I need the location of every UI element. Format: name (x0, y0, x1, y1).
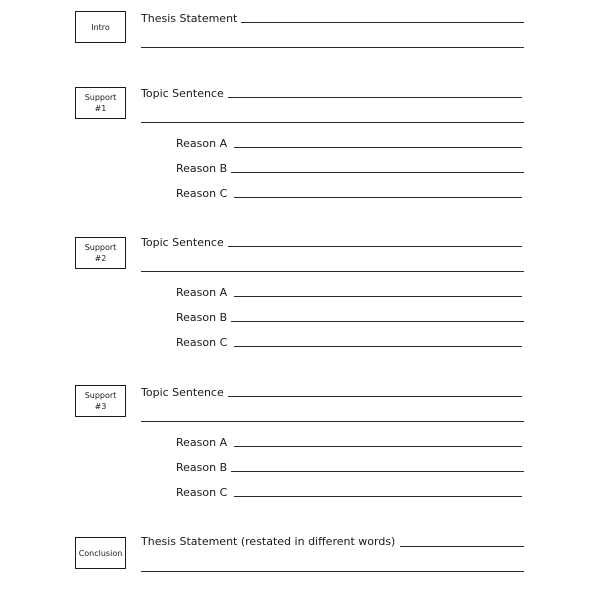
support-3-reason-a-blank-line[interactable] (234, 446, 522, 447)
support-2-box-label: Support (84, 243, 117, 252)
intro-thesis-label: Thesis Statement (141, 12, 241, 25)
support-3-box-label: Support (84, 391, 117, 400)
support-3-topic-blank-line[interactable] (228, 396, 522, 397)
support-1-box-label: Support (84, 93, 117, 102)
support-2-topic-blank-line-2[interactable] (141, 271, 524, 272)
support-1-box (75, 87, 126, 119)
intro-blank-line-2[interactable] (141, 47, 524, 48)
conclusion-blank-line-2[interactable] (141, 571, 524, 572)
support-2-topic-label: Topic Sentence (141, 236, 228, 249)
support-2-reason-c-blank-line[interactable] (234, 346, 522, 347)
conclusion-thesis-blank-line[interactable] (400, 546, 524, 547)
support-3-reason-a-label: Reason A (176, 436, 231, 449)
conclusion-box (75, 537, 126, 569)
support-3-topic-blank-line-2[interactable] (141, 421, 524, 422)
intro-box (75, 11, 126, 43)
support-3-reason-c-label: Reason C (176, 486, 231, 499)
support-3-reason-b-label: Reason B (176, 461, 231, 474)
support-2-reason-a-blank-line[interactable] (234, 296, 522, 297)
support-1-box-number: #1 (94, 104, 107, 113)
support-2-reason-b-label: Reason B (176, 311, 231, 324)
support-2-reason-b-blank-line[interactable] (231, 321, 524, 322)
support-1-reason-c-label: Reason C (176, 187, 231, 200)
support-1-reason-c-blank-line[interactable] (234, 197, 522, 198)
support-2-reason-c-label: Reason C (176, 336, 231, 349)
support-2-box (75, 237, 126, 269)
intro-thesis-blank-line[interactable] (240, 22, 524, 23)
support-1-reason-a-label: Reason A (176, 137, 231, 150)
support-2-topic-blank-line[interactable] (228, 246, 522, 247)
support-1-reason-b-blank-line[interactable] (231, 172, 524, 173)
support-1-topic-label: Topic Sentence (141, 87, 228, 100)
support-3-box (75, 385, 126, 417)
support-1-reason-a-blank-line[interactable] (234, 147, 522, 148)
support-3-reason-b-blank-line[interactable] (231, 471, 524, 472)
support-3-box-number: #3 (94, 402, 107, 411)
support-3-reason-c-blank-line[interactable] (234, 496, 522, 497)
conclusion-box-label: Conclusion (78, 548, 123, 558)
intro-box-label: Intro (91, 22, 110, 32)
support-2-box-number: #2 (94, 254, 107, 263)
support-1-topic-blank-line[interactable] (228, 97, 522, 98)
conclusion-thesis-label: Thesis Statement (restated in different words) (141, 535, 399, 548)
support-3-topic-label: Topic Sentence (141, 386, 228, 399)
support-1-topic-blank-line-2[interactable] (141, 122, 524, 123)
support-2-reason-a-label: Reason A (176, 286, 231, 299)
support-1-reason-b-label: Reason B (176, 162, 231, 175)
